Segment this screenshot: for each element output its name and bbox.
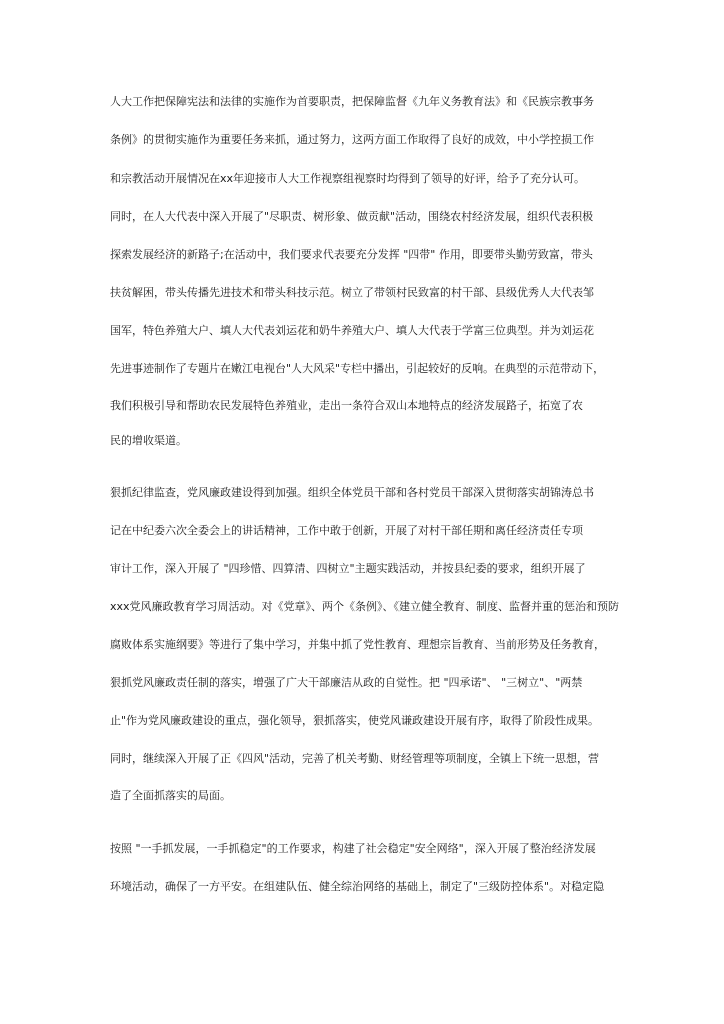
text-line: xxx党风廉政教育学习周活动。对《党章》、两个《条例》、《建立健全教育、制度、监督并重的惩治和预防: [110, 600, 620, 613]
text-line: 记在中纪委六次全委会上的讲话精神，工作中敢于创新，开展了对村干部任期和离任经济责任专项: [110, 524, 583, 537]
text-line: 条例》的贯彻实施作为重要任务来抓，通过努力，这两方面工作取得了良好的成效，中小学控损工作: [110, 133, 594, 146]
text-line: 和宗教活动开展情况在xx年迎接市人大工作视察组视察时均得到了领导的好评，给予了充分认可。: [110, 172, 586, 185]
text-line: 腐败体系实施纲要》等进行了集中学习，并集中抓了党性教育、理想宗旨教育、当前形势及任务教育，: [110, 638, 605, 651]
text-line: 审计工作，深入开展了 "四珍惜、四算清、四树立"主题实践活动，并按县纪委的要求，组织开展了: [110, 562, 586, 575]
text-line: 按照 "一手抓发展，一手抓稳定"的工作要求，构建了社会稳定"安全网络"，深入开展了整治经济发展: [110, 842, 596, 855]
text-line: 狠抓党风廉政责任制的落实，增强了广大干部廉洁从政的自觉性。把 "四承诺"、 "三树立"、"两禁: [110, 676, 583, 689]
text-line: 探索发展经济的新路子;在活动中，我们要求代表要充分发挥 "四带" 作用，即要带头勤劳致富，带头: [110, 248, 593, 261]
text-line: 扶贫解困，带头传播先进技术和带头科技示范。树立了带领村民致富的村干部、县级优秀人大代表邹: [110, 286, 594, 299]
text-line: 造了全面抓落实的局面。: [110, 789, 231, 802]
text-line: 民的增收渠道。: [110, 434, 187, 447]
text-line: 同时，在人大代表中深入开展了"尽职责、树形象、做贡献"活动，围绕农村经济发展，组织代表积极: [110, 210, 594, 223]
text-line: 止"作为党风廉政建设的重点，强化领导，狠抓落实，使党风谦政建设开展有序，取得了阶段性成果。: [110, 714, 600, 727]
text-line: 先进事迹制作了专题片在嫩江电视台"人大风采"专栏中播出，引起较好的反响。在典型的示范带动下，: [110, 362, 605, 375]
text-line: 环境活动，确保了一方平安。在组建队伍、健全综治网络的基础上，制定了"三级防控体系"。对稳定隐: [110, 880, 605, 893]
text-line: 我们积极引导和帮助农民发展特色养殖业，走出一条符合双山本地特点的经济发展路子，拓宽了农: [110, 399, 583, 412]
text-line: 狠抓纪律监查，党风廉政建设得到加强。组织全体党员干部和各村党员干部深入贯彻落实胡锦涛总书: [110, 486, 594, 499]
text-line: 国军，特色养殖大户、填人大代表刘运花和奶牛养殖大户、填人大代表于学富三位典型。并为刘运花: [110, 324, 594, 337]
text-line: 人大工作把保障宪法和法律的实施作为首要职责，把保障监督《九年义务教育法》和《民族宗教事务: [110, 95, 594, 108]
text-line: 同时，继续深入开展了正《四风"活动，完善了机关考勤、财经管理等项制度，全镇上下统一思想，营: [110, 752, 600, 765]
